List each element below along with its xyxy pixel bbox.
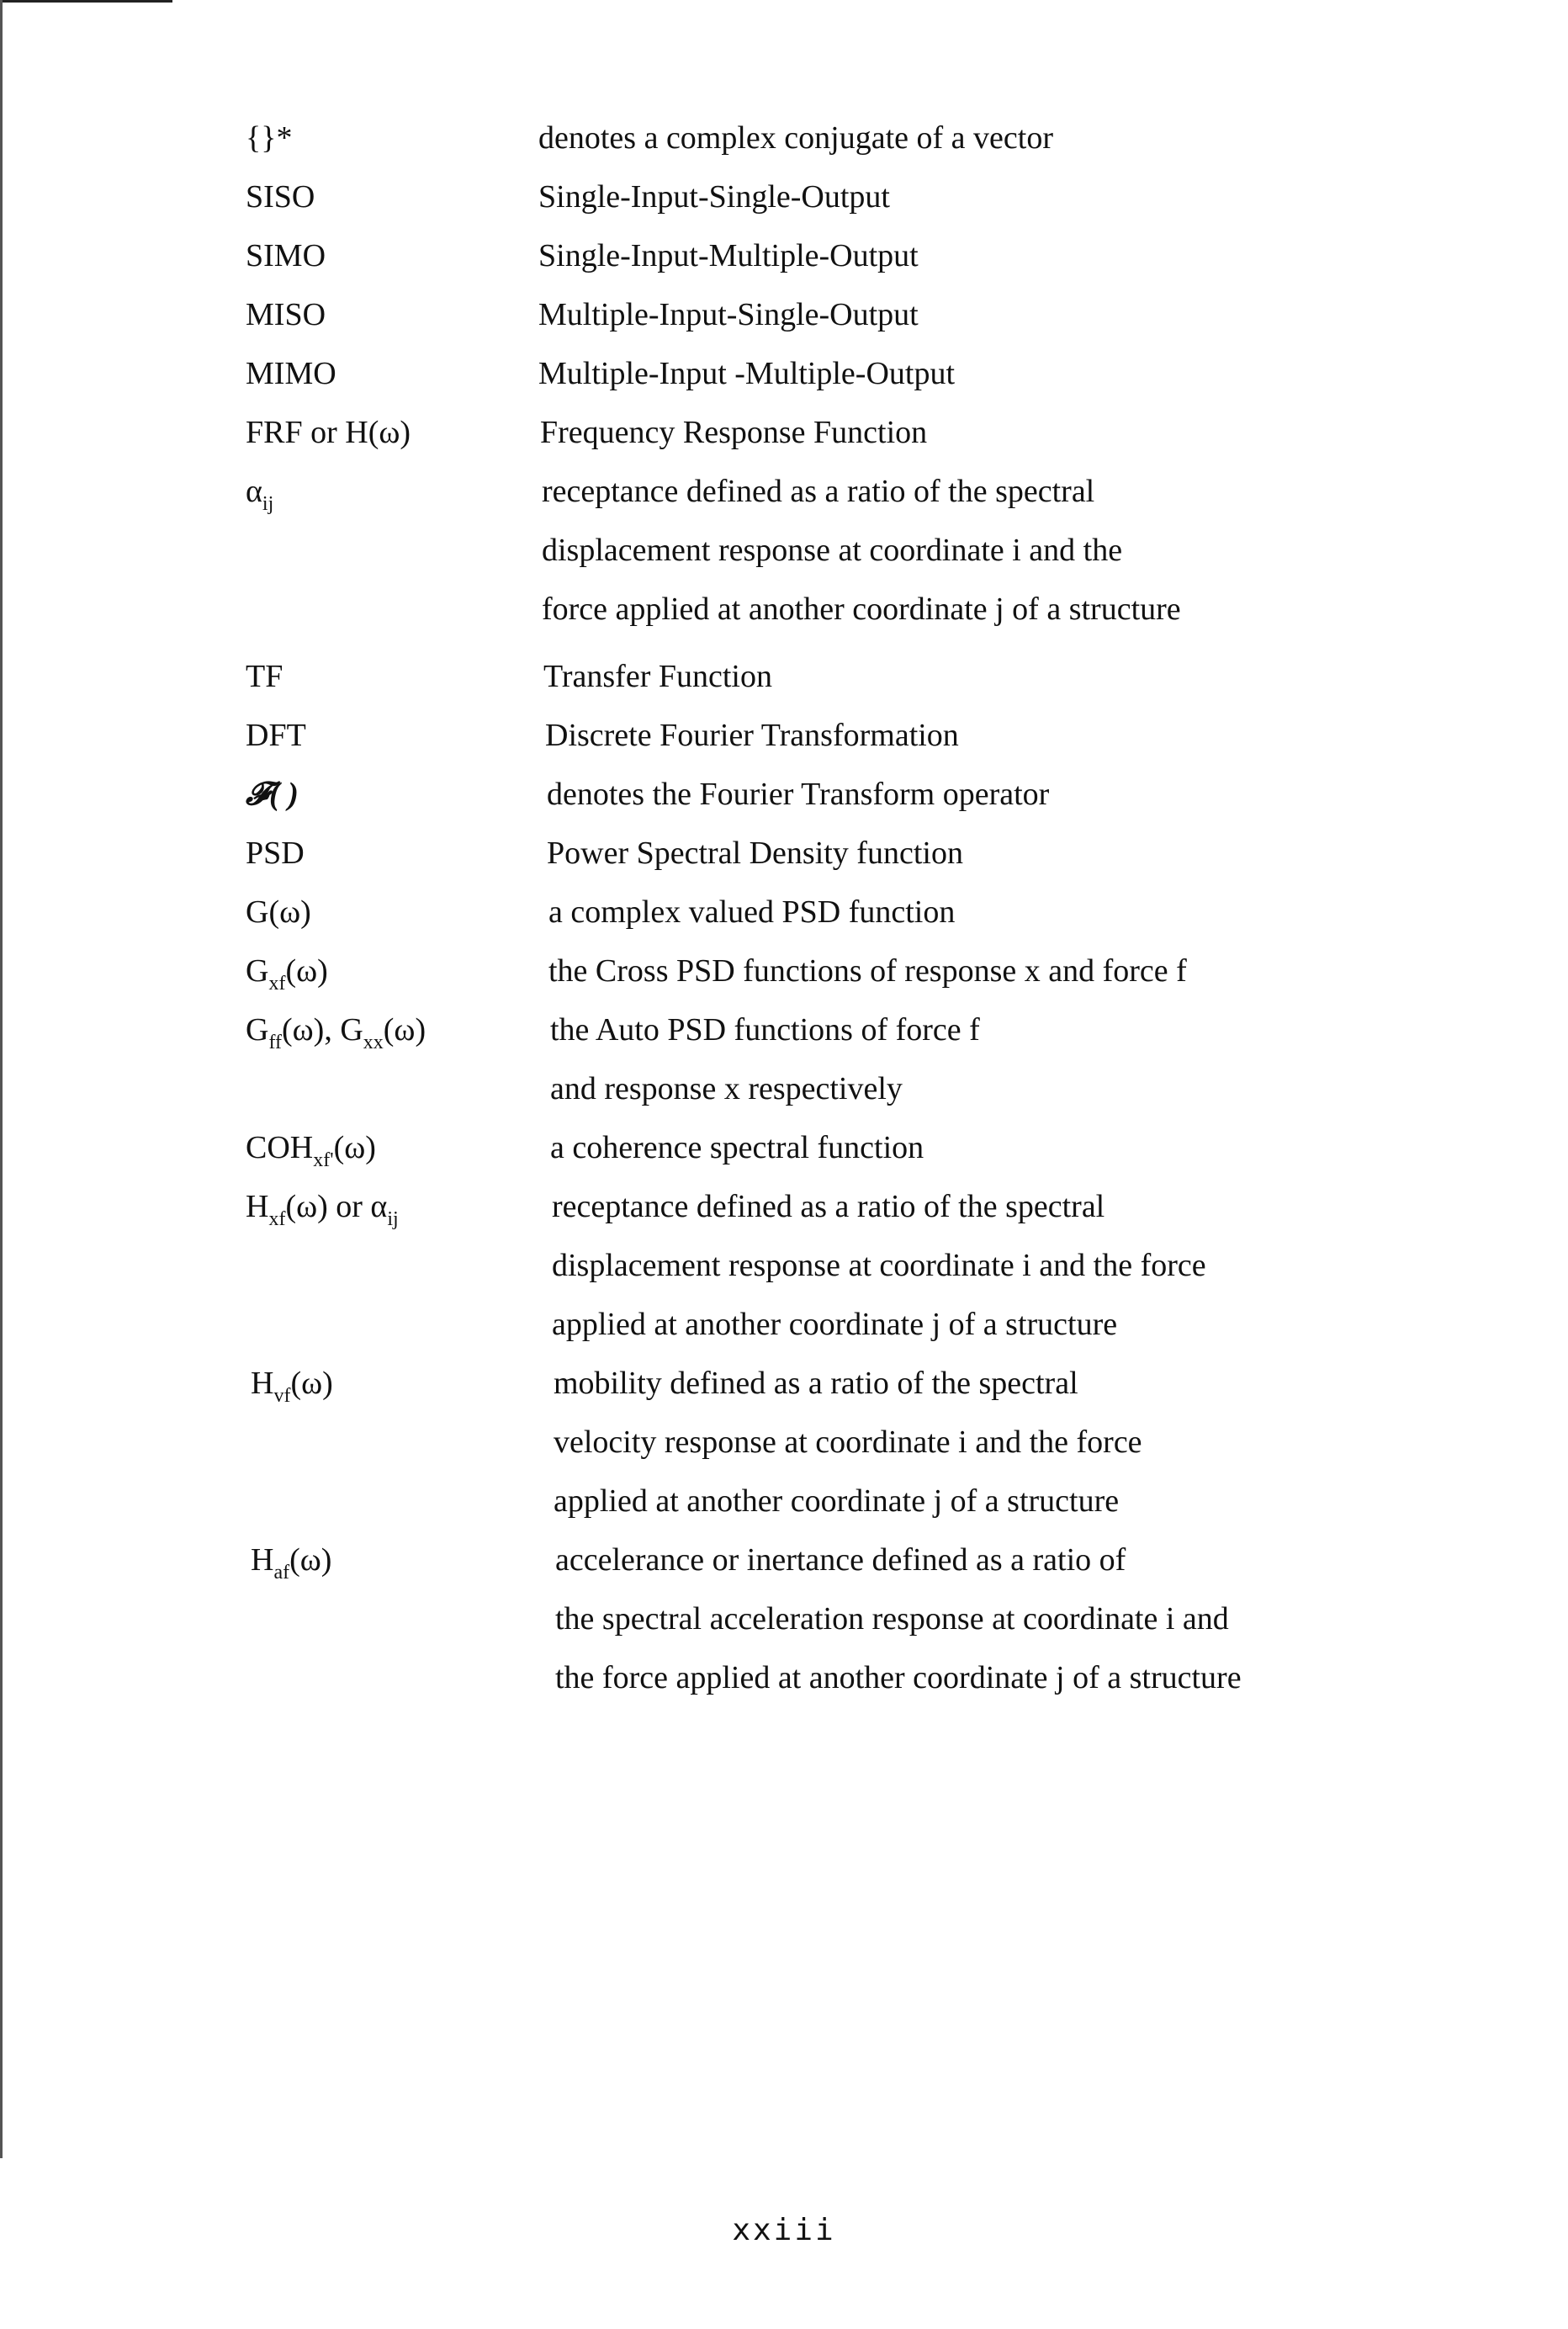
definition-line: accelerance or inertance defined as a ratio of	[555, 1542, 1126, 1578]
term-text: PSD	[246, 836, 305, 871]
abbreviation-term	[246, 833, 305, 873]
definition-line: Multiple-Input-Single-Output	[538, 297, 919, 332]
definition-line: the force applied at another coordinate j of a structure	[555, 1660, 1242, 1695]
term-subscript: xf	[268, 1208, 286, 1230]
term-text: MISO	[246, 297, 326, 332]
term-text: H	[246, 1189, 269, 1224]
term-text: (ω) or α	[285, 1189, 388, 1224]
definition-line: a complex valued PSD function	[548, 894, 956, 930]
term-text: FRF or H(ω)	[246, 415, 411, 450]
definition-line: the Auto PSD functions of force f	[550, 1012, 980, 1048]
term-text: MIMO	[246, 356, 336, 391]
abbreviation-term	[246, 353, 336, 394]
abbreviation-term	[246, 118, 292, 158]
abbreviation-term	[246, 177, 315, 217]
abbreviation-term	[246, 656, 283, 697]
term-subscript: ij	[387, 1208, 399, 1230]
term-subscript: xf'	[313, 1149, 334, 1171]
definition-line: a coherence spectral function	[550, 1130, 924, 1165]
definition-line: Frequency Response Function	[540, 415, 928, 450]
top-rule	[0, 0, 172, 3]
definition-line: and response x respectively	[550, 1071, 903, 1106]
abbreviation-term	[246, 1186, 399, 1239]
term-text: TF	[246, 659, 283, 694]
term-subscript: vf	[273, 1385, 291, 1407]
term-text: G	[246, 953, 269, 989]
abbreviation-term	[246, 1127, 376, 1180]
abbreviation-term	[246, 951, 328, 1004]
abbreviation-term	[246, 892, 311, 932]
term-text: H	[251, 1366, 274, 1401]
term-text: COH	[246, 1130, 314, 1165]
definition-line: applied at another coordinate j of a structure	[554, 1483, 1120, 1519]
term-subscript: ij	[262, 493, 274, 515]
definition-line: Single-Input-Multiple-Output	[538, 238, 919, 273]
definition-line: denotes a complex conjugate of a vector	[538, 120, 1053, 156]
definition-line: displacement response at coordinate i and the force	[552, 1248, 1206, 1283]
abbreviation-term	[246, 774, 299, 814]
left-rule	[0, 0, 3, 2158]
abbreviation-term	[251, 1540, 331, 1593]
term-text: (ω), G	[282, 1012, 363, 1048]
term-text: H	[251, 1542, 274, 1578]
term-text: SISO	[246, 179, 315, 215]
page-number: xxiii	[732, 2213, 836, 2247]
term-subscript: xx	[363, 1032, 384, 1053]
definition-line: the Cross PSD functions of response x and force f	[548, 953, 1187, 989]
term-subscript: xf	[268, 973, 286, 995]
definition-line: Power Spectral Density function	[547, 836, 963, 871]
definition-line: applied at another coordinate j of a structure	[552, 1307, 1118, 1342]
definition-line: velocity response at coordinate i and the force	[554, 1424, 1142, 1460]
definition-line: Discrete Fourier Transformation	[545, 718, 959, 753]
term-text: G	[246, 1012, 269, 1048]
abbreviation-term	[246, 1010, 426, 1063]
definition-line: receptance defined as a ratio of the spectral	[552, 1189, 1105, 1224]
definition-line: mobility defined as a ratio of the spectral	[554, 1366, 1078, 1401]
abbreviation-term	[246, 715, 306, 756]
term-text: (ω)	[333, 1130, 376, 1165]
definition-line: force applied at another coordinate j of a structure	[542, 592, 1181, 627]
term-text: SIMO	[246, 238, 326, 273]
term-text: (ω)	[289, 1542, 332, 1578]
definition-line: Multiple-Input -Multiple-Output	[538, 356, 956, 391]
term-text: {}*	[246, 120, 293, 156]
definition-line: Single-Input-Single-Output	[538, 179, 890, 215]
term-subscript: ff	[268, 1032, 283, 1053]
term-text: (ω)	[290, 1366, 333, 1401]
abbreviation-term	[246, 236, 326, 276]
definition-line: displacement response at coordinate i and the	[542, 533, 1123, 568]
abbreviation-term	[246, 294, 326, 335]
term-text: G(ω)	[246, 894, 311, 930]
definition-line: Transfer Function	[543, 659, 772, 694]
term-text: (ω)	[285, 953, 328, 989]
definition-line: receptance defined as a ratio of the spectral	[542, 474, 1095, 509]
term-text: 𝓕( )	[246, 777, 299, 812]
abbreviation-term	[246, 471, 273, 524]
term-text: (ω)	[383, 1012, 426, 1048]
term-subscript: af	[273, 1562, 290, 1584]
abbreviation-term	[251, 1363, 333, 1416]
definition-line: denotes the Fourier Transform operator	[547, 777, 1050, 812]
abbreviation-term	[246, 412, 411, 453]
term-text: α	[246, 474, 262, 509]
term-text: DFT	[246, 718, 306, 753]
definition-line: the spectral acceleration response at coordinate i and	[555, 1601, 1229, 1637]
